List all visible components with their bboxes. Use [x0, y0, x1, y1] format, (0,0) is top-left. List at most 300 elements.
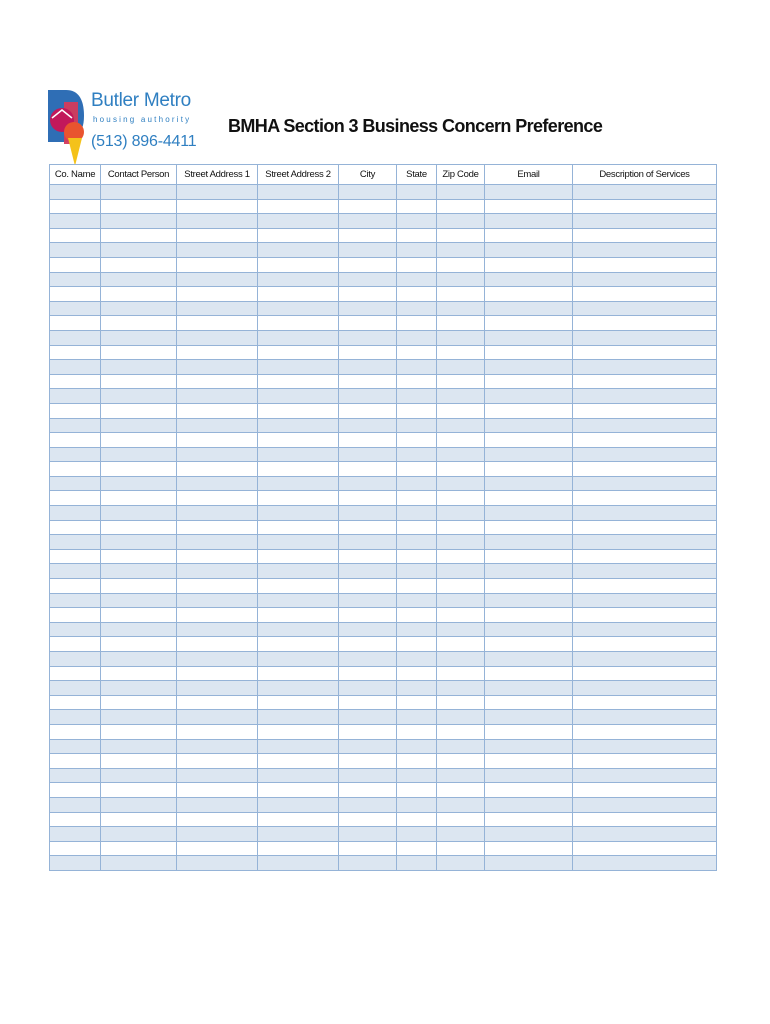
table-cell[interactable] — [258, 476, 339, 491]
table-cell[interactable] — [101, 345, 177, 360]
table-cell[interactable] — [177, 360, 258, 375]
table-cell[interactable] — [177, 841, 258, 856]
table-cell[interactable] — [101, 666, 177, 681]
table-cell[interactable] — [258, 272, 339, 287]
table-cell[interactable] — [485, 520, 573, 535]
table-cell[interactable] — [437, 199, 485, 214]
table-cell[interactable] — [437, 768, 485, 783]
table-cell[interactable] — [437, 622, 485, 637]
table-cell[interactable] — [101, 228, 177, 243]
table-cell[interactable] — [573, 637, 717, 652]
table-cell[interactable] — [258, 360, 339, 375]
table-cell[interactable] — [437, 666, 485, 681]
table-cell[interactable] — [573, 710, 717, 725]
table-cell[interactable] — [397, 724, 437, 739]
table-cell[interactable] — [573, 330, 717, 345]
table-cell[interactable] — [573, 652, 717, 667]
table-cell[interactable] — [101, 608, 177, 623]
table-cell[interactable] — [485, 330, 573, 345]
table-cell[interactable] — [573, 739, 717, 754]
table-cell[interactable] — [101, 243, 177, 258]
table-cell[interactable] — [485, 856, 573, 871]
table-cell[interactable] — [397, 257, 437, 272]
table-cell[interactable] — [339, 476, 397, 491]
table-cell[interactable] — [258, 637, 339, 652]
table-cell[interactable] — [573, 243, 717, 258]
table-cell[interactable] — [50, 710, 101, 725]
table-cell[interactable] — [573, 593, 717, 608]
table-cell[interactable] — [397, 199, 437, 214]
table-cell[interactable] — [101, 593, 177, 608]
table-cell[interactable] — [101, 739, 177, 754]
table-cell[interactable] — [397, 812, 437, 827]
table-cell[interactable] — [258, 506, 339, 521]
table-cell[interactable] — [50, 856, 101, 871]
table-cell[interactable] — [573, 316, 717, 331]
table-cell[interactable] — [397, 214, 437, 229]
table-cell[interactable] — [485, 695, 573, 710]
table-cell[interactable] — [437, 783, 485, 798]
table-cell[interactable] — [258, 608, 339, 623]
table-cell[interactable] — [485, 797, 573, 812]
table-cell[interactable] — [397, 301, 437, 316]
table-cell[interactable] — [485, 593, 573, 608]
table-cell[interactable] — [397, 608, 437, 623]
table-cell[interactable] — [573, 301, 717, 316]
table-cell[interactable] — [397, 783, 437, 798]
table-cell[interactable] — [339, 360, 397, 375]
table-cell[interactable] — [258, 433, 339, 448]
table-cell[interactable] — [339, 783, 397, 798]
table-cell[interactable] — [573, 462, 717, 477]
table-cell[interactable] — [485, 374, 573, 389]
table-cell[interactable] — [437, 345, 485, 360]
table-cell[interactable] — [258, 841, 339, 856]
table-cell[interactable] — [397, 593, 437, 608]
table-cell[interactable] — [50, 462, 101, 477]
table-cell[interactable] — [573, 797, 717, 812]
table-cell[interactable] — [258, 214, 339, 229]
table-cell[interactable] — [258, 462, 339, 477]
table-cell[interactable] — [437, 608, 485, 623]
table-cell[interactable] — [50, 403, 101, 418]
table-cell[interactable] — [437, 754, 485, 769]
table-cell[interactable] — [573, 754, 717, 769]
table-cell[interactable] — [397, 841, 437, 856]
table-cell[interactable] — [101, 403, 177, 418]
table-cell[interactable] — [177, 287, 258, 302]
table-cell[interactable] — [258, 681, 339, 696]
table-cell[interactable] — [397, 754, 437, 769]
table-cell[interactable] — [339, 257, 397, 272]
table-cell[interactable] — [437, 214, 485, 229]
table-cell[interactable] — [258, 185, 339, 200]
table-cell[interactable] — [397, 447, 437, 462]
table-cell[interactable] — [573, 841, 717, 856]
table-cell[interactable] — [101, 447, 177, 462]
table-cell[interactable] — [101, 185, 177, 200]
table-cell[interactable] — [339, 243, 397, 258]
table-cell[interactable] — [573, 185, 717, 200]
table-cell[interactable] — [339, 535, 397, 550]
table-cell[interactable] — [485, 228, 573, 243]
table-cell[interactable] — [50, 812, 101, 827]
table-cell[interactable] — [339, 549, 397, 564]
table-cell[interactable] — [397, 287, 437, 302]
table-cell[interactable] — [101, 389, 177, 404]
table-cell[interactable] — [397, 403, 437, 418]
table-cell[interactable] — [101, 856, 177, 871]
table-cell[interactable] — [258, 491, 339, 506]
table-cell[interactable] — [339, 199, 397, 214]
table-cell[interactable] — [339, 564, 397, 579]
table-cell[interactable] — [397, 535, 437, 550]
table-cell[interactable] — [485, 185, 573, 200]
table-cell[interactable] — [101, 622, 177, 637]
table-cell[interactable] — [485, 214, 573, 229]
table-cell[interactable] — [339, 695, 397, 710]
table-cell[interactable] — [258, 447, 339, 462]
table-cell[interactable] — [177, 608, 258, 623]
table-cell[interactable] — [397, 345, 437, 360]
table-cell[interactable] — [177, 768, 258, 783]
table-cell[interactable] — [397, 185, 437, 200]
table-cell[interactable] — [258, 827, 339, 842]
table-cell[interactable] — [258, 695, 339, 710]
table-cell[interactable] — [339, 652, 397, 667]
table-cell[interactable] — [339, 666, 397, 681]
table-cell[interactable] — [573, 666, 717, 681]
table-cell[interactable] — [437, 797, 485, 812]
table-cell[interactable] — [101, 287, 177, 302]
table-cell[interactable] — [397, 695, 437, 710]
table-cell[interactable] — [397, 228, 437, 243]
table-cell[interactable] — [101, 272, 177, 287]
table-cell[interactable] — [573, 520, 717, 535]
table-cell[interactable] — [50, 360, 101, 375]
table-cell[interactable] — [485, 491, 573, 506]
table-cell[interactable] — [397, 622, 437, 637]
table-cell[interactable] — [339, 579, 397, 594]
table-cell[interactable] — [50, 579, 101, 594]
table-cell[interactable] — [177, 622, 258, 637]
table-cell[interactable] — [101, 724, 177, 739]
table-cell[interactable] — [258, 257, 339, 272]
table-cell[interactable] — [50, 433, 101, 448]
table-cell[interactable] — [573, 579, 717, 594]
table-cell[interactable] — [573, 214, 717, 229]
table-cell[interactable] — [437, 243, 485, 258]
table-cell[interactable] — [573, 608, 717, 623]
table-cell[interactable] — [101, 257, 177, 272]
table-cell[interactable] — [258, 535, 339, 550]
table-cell[interactable] — [258, 754, 339, 769]
table-cell[interactable] — [50, 768, 101, 783]
table-cell[interactable] — [437, 579, 485, 594]
table-cell[interactable] — [50, 374, 101, 389]
table-cell[interactable] — [437, 476, 485, 491]
table-cell[interactable] — [50, 520, 101, 535]
table-cell[interactable] — [339, 316, 397, 331]
table-cell[interactable] — [101, 374, 177, 389]
table-cell[interactable] — [573, 724, 717, 739]
table-cell[interactable] — [397, 681, 437, 696]
table-cell[interactable] — [397, 549, 437, 564]
table-cell[interactable] — [258, 520, 339, 535]
table-cell[interactable] — [573, 476, 717, 491]
table-cell[interactable] — [50, 330, 101, 345]
table-cell[interactable] — [177, 345, 258, 360]
table-cell[interactable] — [258, 652, 339, 667]
table-cell[interactable] — [573, 768, 717, 783]
table-cell[interactable] — [50, 739, 101, 754]
table-cell[interactable] — [573, 374, 717, 389]
table-cell[interactable] — [437, 593, 485, 608]
table-cell[interactable] — [177, 593, 258, 608]
table-cell[interactable] — [485, 535, 573, 550]
table-cell[interactable] — [339, 447, 397, 462]
table-cell[interactable] — [339, 622, 397, 637]
table-cell[interactable] — [437, 433, 485, 448]
table-cell[interactable] — [397, 418, 437, 433]
table-cell[interactable] — [101, 797, 177, 812]
table-cell[interactable] — [437, 257, 485, 272]
table-cell[interactable] — [485, 739, 573, 754]
table-cell[interactable] — [339, 228, 397, 243]
table-cell[interactable] — [101, 841, 177, 856]
table-cell[interactable] — [397, 739, 437, 754]
table-cell[interactable] — [485, 666, 573, 681]
table-cell[interactable] — [50, 418, 101, 433]
table-cell[interactable] — [50, 316, 101, 331]
table-cell[interactable] — [573, 272, 717, 287]
table-cell[interactable] — [339, 827, 397, 842]
table-cell[interactable] — [485, 462, 573, 477]
table-cell[interactable] — [177, 797, 258, 812]
table-cell[interactable] — [485, 754, 573, 769]
table-cell[interactable] — [258, 301, 339, 316]
table-cell[interactable] — [397, 330, 437, 345]
table-cell[interactable] — [573, 199, 717, 214]
table-cell[interactable] — [50, 491, 101, 506]
table-cell[interactable] — [339, 797, 397, 812]
table-cell[interactable] — [258, 666, 339, 681]
table-cell[interactable] — [177, 447, 258, 462]
table-cell[interactable] — [177, 681, 258, 696]
table-cell[interactable] — [258, 768, 339, 783]
table-cell[interactable] — [50, 243, 101, 258]
table-cell[interactable] — [437, 652, 485, 667]
table-cell[interactable] — [101, 330, 177, 345]
table-cell[interactable] — [177, 564, 258, 579]
table-cell[interactable] — [258, 593, 339, 608]
table-cell[interactable] — [339, 272, 397, 287]
table-cell[interactable] — [177, 856, 258, 871]
table-cell[interactable] — [437, 520, 485, 535]
table-cell[interactable] — [397, 579, 437, 594]
table-cell[interactable] — [50, 257, 101, 272]
table-cell[interactable] — [177, 316, 258, 331]
table-cell[interactable] — [485, 783, 573, 798]
table-cell[interactable] — [258, 374, 339, 389]
table-cell[interactable] — [50, 185, 101, 200]
table-cell[interactable] — [437, 374, 485, 389]
table-cell[interactable] — [177, 695, 258, 710]
table-cell[interactable] — [397, 564, 437, 579]
table-cell[interactable] — [573, 681, 717, 696]
table-cell[interactable] — [50, 608, 101, 623]
table-cell[interactable] — [50, 666, 101, 681]
table-cell[interactable] — [50, 783, 101, 798]
table-cell[interactable] — [101, 535, 177, 550]
table-cell[interactable] — [339, 389, 397, 404]
table-cell[interactable] — [177, 301, 258, 316]
table-cell[interactable] — [573, 564, 717, 579]
table-cell[interactable] — [437, 710, 485, 725]
table-cell[interactable] — [573, 856, 717, 871]
table-cell[interactable] — [397, 360, 437, 375]
table-cell[interactable] — [50, 564, 101, 579]
table-cell[interactable] — [573, 447, 717, 462]
table-cell[interactable] — [101, 637, 177, 652]
table-cell[interactable] — [485, 476, 573, 491]
table-cell[interactable] — [339, 506, 397, 521]
table-cell[interactable] — [573, 403, 717, 418]
table-cell[interactable] — [339, 739, 397, 754]
table-cell[interactable] — [101, 520, 177, 535]
table-cell[interactable] — [258, 345, 339, 360]
table-cell[interactable] — [437, 841, 485, 856]
table-cell[interactable] — [437, 827, 485, 842]
table-cell[interactable] — [339, 433, 397, 448]
table-cell[interactable] — [101, 199, 177, 214]
table-cell[interactable] — [437, 272, 485, 287]
table-cell[interactable] — [397, 637, 437, 652]
table-cell[interactable] — [177, 783, 258, 798]
table-cell[interactable] — [177, 374, 258, 389]
table-cell[interactable] — [101, 549, 177, 564]
table-cell[interactable] — [397, 389, 437, 404]
table-cell[interactable] — [50, 622, 101, 637]
table-cell[interactable] — [437, 549, 485, 564]
table-cell[interactable] — [573, 287, 717, 302]
table-cell[interactable] — [437, 418, 485, 433]
table-cell[interactable] — [339, 418, 397, 433]
table-cell[interactable] — [101, 491, 177, 506]
table-cell[interactable] — [101, 476, 177, 491]
table-cell[interactable] — [485, 199, 573, 214]
table-cell[interactable] — [339, 491, 397, 506]
table-cell[interactable] — [177, 710, 258, 725]
table-cell[interactable] — [50, 447, 101, 462]
table-cell[interactable] — [397, 433, 437, 448]
table-cell[interactable] — [258, 389, 339, 404]
table-cell[interactable] — [485, 622, 573, 637]
table-cell[interactable] — [485, 272, 573, 287]
table-cell[interactable] — [339, 681, 397, 696]
table-cell[interactable] — [101, 301, 177, 316]
table-cell[interactable] — [101, 812, 177, 827]
table-cell[interactable] — [177, 535, 258, 550]
table-cell[interactable] — [437, 462, 485, 477]
table-cell[interactable] — [101, 506, 177, 521]
table-cell[interactable] — [177, 476, 258, 491]
table-cell[interactable] — [50, 301, 101, 316]
table-cell[interactable] — [50, 841, 101, 856]
table-cell[interactable] — [258, 549, 339, 564]
table-cell[interactable] — [485, 389, 573, 404]
table-cell[interactable] — [485, 812, 573, 827]
table-cell[interactable] — [339, 608, 397, 623]
table-cell[interactable] — [258, 579, 339, 594]
table-cell[interactable] — [485, 608, 573, 623]
table-cell[interactable] — [339, 856, 397, 871]
table-cell[interactable] — [573, 549, 717, 564]
table-cell[interactable] — [177, 812, 258, 827]
table-cell[interactable] — [573, 695, 717, 710]
table-cell[interactable] — [437, 564, 485, 579]
table-cell[interactable] — [397, 520, 437, 535]
table-cell[interactable] — [50, 797, 101, 812]
table-cell[interactable] — [177, 403, 258, 418]
table-cell[interactable] — [101, 695, 177, 710]
table-cell[interactable] — [101, 827, 177, 842]
table-cell[interactable] — [485, 506, 573, 521]
table-cell[interactable] — [177, 433, 258, 448]
table-cell[interactable] — [339, 403, 397, 418]
table-cell[interactable] — [397, 506, 437, 521]
table-cell[interactable] — [573, 622, 717, 637]
table-cell[interactable] — [573, 506, 717, 521]
table-cell[interactable] — [258, 564, 339, 579]
table-cell[interactable] — [50, 389, 101, 404]
table-cell[interactable] — [50, 506, 101, 521]
table-cell[interactable] — [485, 360, 573, 375]
table-cell[interactable] — [485, 345, 573, 360]
table-cell[interactable] — [101, 462, 177, 477]
table-cell[interactable] — [485, 768, 573, 783]
table-cell[interactable] — [437, 724, 485, 739]
table-cell[interactable] — [177, 491, 258, 506]
table-cell[interactable] — [177, 185, 258, 200]
table-cell[interactable] — [437, 637, 485, 652]
table-cell[interactable] — [258, 287, 339, 302]
table-cell[interactable] — [177, 389, 258, 404]
table-cell[interactable] — [339, 374, 397, 389]
table-cell[interactable] — [485, 579, 573, 594]
table-cell[interactable] — [339, 345, 397, 360]
table-cell[interactable] — [397, 797, 437, 812]
table-cell[interactable] — [50, 637, 101, 652]
table-cell[interactable] — [177, 330, 258, 345]
table-cell[interactable] — [101, 754, 177, 769]
table-cell[interactable] — [485, 257, 573, 272]
table-cell[interactable] — [177, 462, 258, 477]
table-cell[interactable] — [437, 491, 485, 506]
table-cell[interactable] — [573, 827, 717, 842]
table-cell[interactable] — [485, 301, 573, 316]
table-cell[interactable] — [397, 316, 437, 331]
table-cell[interactable] — [177, 827, 258, 842]
table-cell[interactable] — [177, 257, 258, 272]
table-cell[interactable] — [177, 506, 258, 521]
table-cell[interactable] — [101, 652, 177, 667]
table-cell[interactable] — [101, 783, 177, 798]
table-cell[interactable] — [258, 316, 339, 331]
table-cell[interactable] — [339, 287, 397, 302]
table-cell[interactable] — [101, 710, 177, 725]
table-cell[interactable] — [485, 841, 573, 856]
